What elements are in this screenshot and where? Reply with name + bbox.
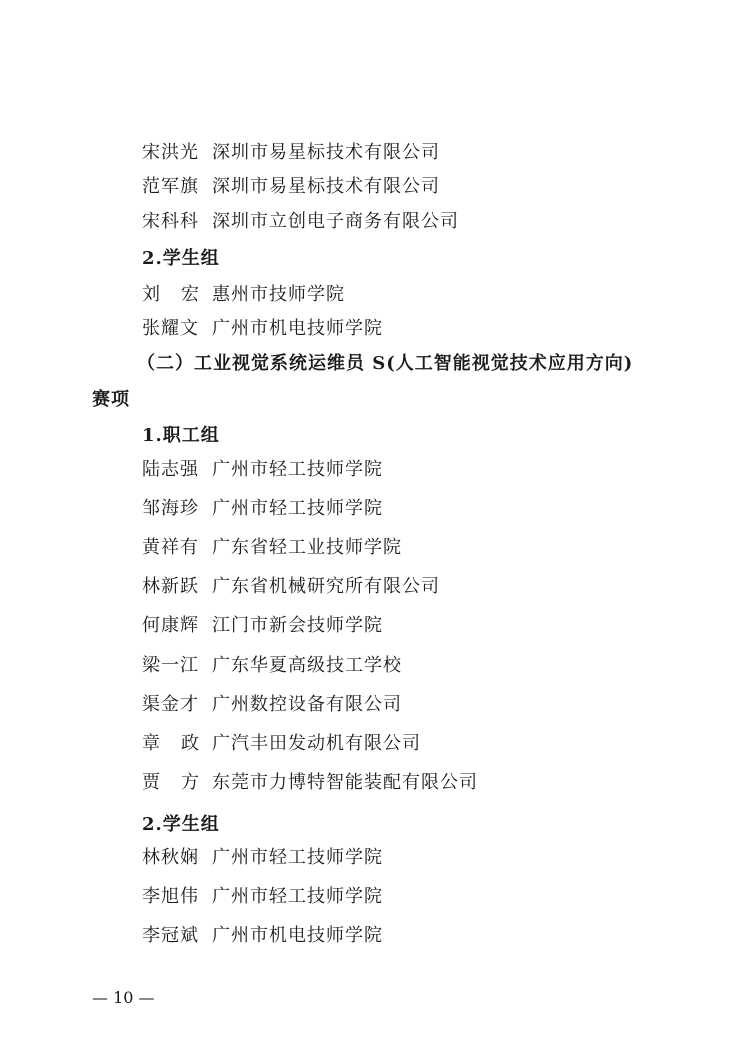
organization: 广州市轻工技师学院	[212, 886, 383, 907]
organization: 广州市轻工技师学院	[212, 847, 383, 868]
list-item	[142, 771, 478, 795]
organization: 江门市新会技师学院	[212, 615, 383, 636]
organization: 广州市轻工技师学院	[212, 498, 383, 519]
name-char: 刘	[142, 284, 161, 305]
list-item	[142, 283, 345, 307]
person-name: 陆志强	[142, 459, 199, 480]
group-heading: 2.学生组	[142, 814, 220, 835]
organization: 广东华夏高级技工学校	[212, 655, 402, 676]
person-name	[142, 283, 200, 307]
list-item	[142, 536, 402, 560]
person-name	[142, 771, 200, 795]
person-name: 范军旗	[142, 176, 199, 197]
organization: 广州数控设备有限公司	[212, 694, 402, 715]
list-item	[142, 175, 440, 199]
list-item	[142, 846, 383, 870]
organization: 广州市轻工技师学院	[212, 459, 383, 480]
group-heading: 2.学生组	[142, 248, 220, 269]
list-item	[142, 885, 383, 909]
person-name: 邹海珍	[142, 498, 199, 519]
person-name: 张耀文	[142, 318, 199, 339]
organization: 广汽丰田发动机有限公司	[212, 733, 421, 754]
organization: 深圳市易星标技术有限公司	[212, 142, 440, 163]
organization: 深圳市易星标技术有限公司	[212, 176, 440, 197]
person-name: 李旭伟	[142, 886, 199, 907]
organization: 广东省轻工业技师学院	[212, 537, 402, 558]
person-name: 李冠斌	[142, 925, 199, 946]
organization: 广东省机械研究所有限公司	[212, 576, 440, 597]
person-name	[142, 732, 200, 756]
name-char: 政	[181, 733, 200, 754]
person-name: 梁一江	[142, 655, 199, 676]
person-name: 何康辉	[142, 615, 199, 636]
page-number: — 10 —	[92, 988, 155, 1007]
list-item	[142, 614, 383, 638]
person-name: 黄祥有	[142, 537, 199, 558]
name-char: 宏	[181, 284, 200, 305]
person-name: 宋科科	[142, 211, 199, 232]
group-heading: 1.职工组	[142, 425, 220, 446]
organization: 广州市机电技师学院	[212, 925, 383, 946]
list-item	[142, 924, 383, 948]
section-title: （二）工业视觉系统运维员 S(人工智能视觉技术应用方向)	[137, 353, 634, 374]
name-char: 方	[181, 772, 200, 793]
list-item	[142, 654, 402, 678]
list-item	[142, 210, 459, 234]
organization: 深圳市立创电子商务有限公司	[212, 211, 459, 232]
organization: 惠州市技师学院	[212, 284, 345, 305]
person-name: 渠金才	[142, 694, 199, 715]
list-item	[142, 458, 383, 482]
list-item	[142, 141, 440, 165]
organization: 广州市机电技师学院	[212, 318, 383, 339]
list-item	[142, 497, 383, 521]
person-name: 林新跃	[142, 576, 199, 597]
list-item	[142, 317, 383, 341]
list-item	[142, 575, 440, 599]
name-char: 章	[142, 733, 161, 754]
person-name: 宋洪光	[142, 142, 199, 163]
organization: 东莞市力博特智能装配有限公司	[212, 772, 478, 793]
list-item	[142, 732, 421, 756]
name-char: 贾	[142, 772, 161, 793]
section-title-continued: 赛项	[92, 389, 130, 410]
person-name: 林秋娴	[142, 847, 199, 868]
list-item	[142, 693, 402, 717]
